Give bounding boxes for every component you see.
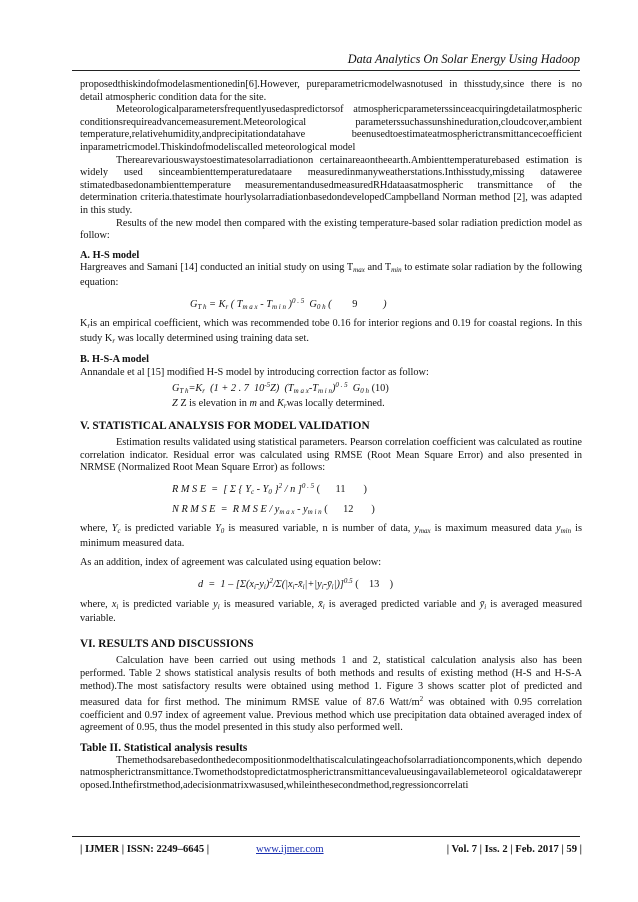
section-6-heading: VI. RESULTS AND DISCUSSIONS — [80, 637, 254, 650]
agreement-text: As an addition, index of agreement was calculated using equation below: — [80, 557, 382, 569]
intro-paragraph-4: Results of the new model then compared with the existing temperature-based solar radiation prediction model as follow: — [80, 217, 582, 242]
section-5-paragraph: Estimation results validated using statistical parameters. Pearson correlation coefficient was calculated as routine correlation indicator. Residual error was calculated using RMSE (Root Mean Square Error) and also presented in NRMSE (Normalized Root Mean Square Error) as follows: — [80, 437, 582, 474]
hsa-model-text: Annandale et al [15] modified H-S model by introducing correction factor as follow: — [80, 366, 429, 378]
elevation-note: Z Z is elevation in m and $K_rwas$ locally determined. — [172, 398, 385, 411]
running-title: Data Analytics On Solar Energy Using Hadoop — [347, 52, 580, 66]
footer-url-link[interactable]: www.ijmer.com — [256, 844, 324, 855]
equation-13-number: 13 — [368, 579, 380, 590]
hs-model-heading: A. H-S model — [80, 249, 140, 261]
equation-9-number: 9 — [352, 298, 358, 310]
equation-9: $G_{T h} = K_r$ ( $T_{m a x} - T_{m i n}$ )$^{0 . 5}$ $G_{0 h}$ ( 9 ) — [190, 296, 387, 311]
where-definitions-2: where, $x_i$ is predicted variable $y_i$ is measured variable, $x̄_i$ is averaged predicted variable and $ȳ_i$ is averaged measured variable. — [80, 598, 582, 625]
section-5-heading: V. STATISTICAL ANALYSIS FOR MODEL VALIDATION — [80, 419, 370, 432]
footer-journal: | IJMER | ISSN: 2249–6645 | — [80, 844, 210, 855]
equation-12: N R M S E = R M S E / $y_{m a x} - y_{m i n}$ ( 12 ) — [172, 503, 375, 516]
section-6-paragraph: Calculation have been carried out using methods 1 and 2, statistical calculation analysis also has been performed. Table 2 shows statistical analysis results of both methods and results of existing method (H-S and H-S-A method).The most satisfactory results were obtained using method 1. Figure 3 shows scatter plot of predicted and measured data for first method. The minimum RMSE value of 87.6 Watt/$m^2$ was obtained with 0.95 correlation coefficient and 0.97 index of agreement value. Previous method which use precipitation data obtained averaged index of agreement of 0.95, thus the model presented in this study also performed well. — [80, 655, 582, 734]
where-definitions-1: where, $Y_c$ is predicted variable $Y_0$ is measured variable, n is number of data, $y_{max}$ is maximum measured data $y_{min}$ is minimum measured data. — [80, 523, 582, 549]
hs-model-text: Hargreaves and Samani [14] conducted an initial study on using $T_{max}$ and $T_{min}$ to estimate solar radiation by the following equation: — [80, 262, 582, 288]
footer-rule — [72, 836, 580, 837]
header-rule — [72, 70, 580, 71]
hsa-model-heading: B. H-S-A model — [80, 354, 149, 366]
intro-paragraph-2: Meteorologicalparametersfrequentlyusedaspredictorsof atmosphericparameterssinceacquiringdetailatmospheric conditionsrequireadvancemeasurement.Meteorological parameterssuchassunshineduration,cloudcover,ambient temperature,relativehumidity,andprecipitationdatahave beenusedtoestimateatmospherictransmittancecoefficient inparametricmodel.Thiskindofmodeliscalled meteorological model — [80, 104, 582, 153]
table-2-title: Table II. Statistical analysis results — [80, 741, 248, 754]
equation-11: R M S E = [ Σ { $Y_c - Y_0$ }$^2$ / n ]$^{0 . 5}$ ( 11 ) — [172, 482, 367, 497]
equation-11-number: 11 — [335, 484, 346, 496]
equation-10: $G_{T h}=K_r$ (1 + 2 . 7 $10^{-5}Z$) $(T_{m a x}-T_{m i n})^{0 . 5}$ $G_{0 h}$ (10) — [172, 381, 389, 396]
footer-issue-info: | Vol. 7 | Iss. 2 | Feb. 2017 | 59 | — [446, 844, 582, 855]
kr-description: $K_ris$ an empirical coefficient, which was recommended tobe 0.16 for interior regions and 0.19 for coastal regions. In this study $K_r$ was locally determined using training data set. — [80, 318, 582, 345]
equation-10-number: 10 — [375, 383, 386, 395]
table-2-paragraph: Themethodsarebasedonthedecompositionmodelthatiscalculatingeachofsolarradiationcomponents,which dependonatmospherictransmittance.Twomethodstopredictatmospherictransmittancevalueusingavailablemeteorol ogicaldatawereproposed.Inthefirstmethod,adecisionmatrixwasused,whileinthesecondmethod,regressioncorrelati — [80, 754, 582, 791]
intro-paragraph-1: proposedthiskindofmodelasmentionedin[6].However, pureparametricmodelwasnotused in thisstudy,since there is no detail atmospheric condition data for the site. — [80, 79, 582, 103]
intro-paragraph-3: Therearevariouswaystoestimatesolarradiationon certainareaontheearth.Ambienttemperaturebased estimation is widely used sinceambienttemperaturedataare measuredinmanyweatherstations.Inthisstudy,missing dataweree stimatedbasedonambienttemperature measurementandusedmeasuredRHdataasatmospheric transmittance of the determination criteria.thatestimate hourlysolarradiationbasedondevelopedCampbelland Norman method [2], was adapted in this study. — [80, 154, 582, 216]
body-text — [80, 79, 582, 792]
equation-12-number: 12 — [343, 503, 354, 515]
equation-13: $d = 1 - [\Sigma(x_i-y_i)^2/\Sigma(|x_i-x̄_i|+|y_i-ȳ_i|)]^{0.5}$ ( 13 ) — [198, 577, 393, 591]
